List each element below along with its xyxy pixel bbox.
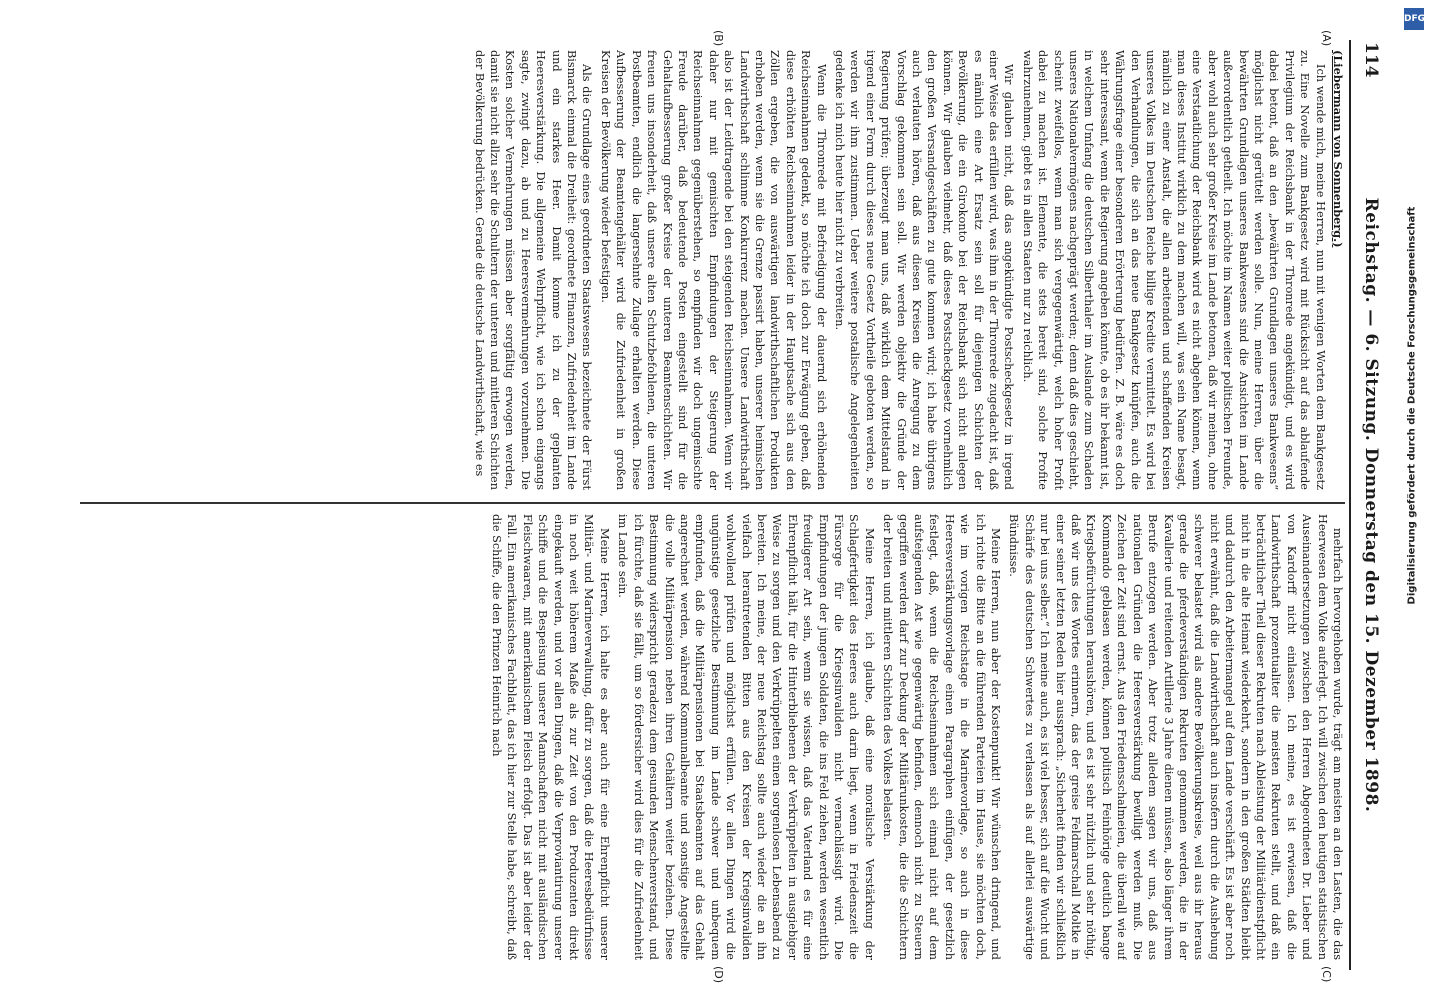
digitization-sidebar [1402, 0, 1426, 1000]
paragraph: Ich wende mich, meine Herren, nun mit wenigen Worten dem Bankgesetz zu. Eine Novelle zum Bankgesetz wird mit Rücksicht auf das ablaufende Privilegium der Reichsbank in der Thronrede angekündigt, und es wird dabei betont, daß an den „bewährten Grundlagen unseres Bankwesens“ möglichst nicht gerüttelt werden solle. Nun, meine Herren, über die bewährten Grundlagen unseres Bankwesens sind die Ansichten im Lande außerordentlich getheilt. Ich möchte im Namen weiter politischen Freunde, aber wohl auch sehr großer Kreise im Lande betonen, daß wir meinen, ohne eine Verstaatlichung der Reichsbank wird es nicht abgehen können, wenn man dieses Institut wirklich zu dem machen will, was sein Name besagt, nämlich zu einer Anstalt, die allen arbeitenden und schaffenden Kreisen unseres Volkes im Deutschen Reiche billige Kredite vermittelt. Es wird bei den Verhandlungen, die sich an das neue Bankgesetz knüpfen, auch die Währungsfrage einer besonderen Erörterung bedürfen. Z. B. wäre es doch sehr interessant, wenn die Regierung angeben könnte, ob es ihr bekannt ist, in welchem Umfang die deutschen Silberthaler im Auslande zum Schaden unseres Nationalvermögens nachgeprägt werden; denn daß dies geschieht, scheint zweifellos, wenn man sich vergegenwärtigt, welch hoher Profit dabei zu machen ist. Elemente, die stets bereit sind, solche Profite wahrzunehmen, giebt es in allen Staaten nur zu reichlich. [1020, 50, 1327, 490]
margin-marker-c: (C) [1320, 966, 1333, 983]
page-header [1349, 30, 1385, 980]
right-column [75, 514, 1345, 960]
paragraph: mehrfach hervorgehoben wurde, trägt am meisten an den Lasten, die das Heerwesen dem Volke auferlegt. Ich will zwischen den heutigen statistischen Auseinandersetzungen zwischen den Herren Abgeordneten Dr. Lieber und von Kardorff nicht einlassen. Ich meine, es ist erwiesen, daß die Landwirthschaft prozentualiter die meisten Rekruten stellt, und daß ein beträchtlicher Theil dieser Rekruten nach Ableistung der Militärdienstpflicht nicht in die alte Heimat wiederkehrt, sondern in den großen Städten bleibt und dadurch den Arbeitermangel auf dem Lande verschärft. Es ist aber noch nicht erwähnt, daß die Landwirthschaft auch insofern durch die Aushebung schwerer belastet wird als andere Bevölkerungskreise, weil aus ihr heraus gerade die pferdeverständigen Rekruten genommen werden, die in der Kavallerie und reitenden Artillerie 3 Jahre dienen müssen, also länger ihrem Berufe entzogen werden. Aber trotz alledem sagen wir uns, daß aus nationalen Gründen die Heeresverstärkung bewilligt werden muß. Die Zeichen der Zeit sind ernst. Aus den Friedensschalmeien, die überall wie auf Kommando geblasen werden, können politisch Feinhörige deutlich bange Kriegsbefürchtungen heraushören, und es ist sehr nützlich und sehr nöthig, daß wir uns des Wortes erinnern, das der greise Feldmarschall Moltke in einer seiner letzten Reden hier aussprach: „Sicherheit finden wir schließlich nur bei uns selber.“ Ich meine auch, es ist viel besser, sich auf die Wucht und Schärfe des deutschen Schwertes zu verlassen als auf allerlei auswärtige Bündnisse. [1007, 514, 1344, 960]
paragraph: Meine Herren, ich halte es aber auch für eine Ehrenpflicht unserer Militär- und Marineverwaltung, dafür zu sorgen, daß die Heeresbedürfnisse in noch weit höherem Maße als zur Zeit von den Produzenten direkt eingekauft werden, und vor allen Dingen, daß die Verproviantirung unserer Schiffe und die Bespeisung unserer Mannschaften nicht mit ausländischen Fleischwaaren, mit amerikanischem Fleisch erfolgt. Das ist aber leider der Fall. Ein amerikanisches Fachblatt, das ich hier zur Stelle habe, schreibt, daß die Schiffe, die den Prinzen Heinrich nach [490, 514, 611, 960]
margin-marker-d: (D) [712, 966, 725, 984]
header-rule [1349, 40, 1351, 970]
column-divider [80, 502, 1345, 504]
margin-marker-a: (A) [1320, 30, 1333, 47]
margin-marker-b: (B) [712, 30, 725, 47]
paragraph: Wir glauben nicht, daß das angekündigte Postscheckgesetz in irgend einer Weise das erfüllen wird, was ihm in der Thronrede zugedacht ist, daß es nämlich eine Art Ersatz sein soll für diejenigen Schichten der Bevölkerung, die ein Girokonto bei der Reichsbank sich nicht anlegen können. Wir glauben vielmehr, daß dieses Postscheckgesetz vornehmlich den großen Versandgeschäften zu gute kommen wird; ich habe übrigens auch verlauten hören, daß aus diesen Kreisen die Anregung zu dem Vorschlag gekommen sein soll. Wir werden objektiv die Gründe der Regierung prüfen; überzeugt man uns, daß wirklich dem Mittelstand in irgend einer Form durch dieses neue Gesetz Vortheile geboten werden, so werden wir ihm zustimmen. Ueber weitere postalische Angelegenheiten gedenke ich mich heute hier nicht zu verbreiten. [833, 50, 1016, 490]
page-number: 114 [1361, 42, 1381, 78]
paragraph: Meine Herren, nun aber der Kostenpunkt! Wir wünschen dringend, und ich richte die Bitte an die führenden Parteien im Hause, sie möchten doch, wie im vorigen Reichstage in die Marinevorlage, so auch in diese Heeresverstärkungsvorlage einen Paragraphen einfügen, der gesetzlich festlegt, daß, wenn die Reichseinnahmen sich einmal nicht auf dem aufsteigenden Ast wie gegenwärtig befinden, dennoch nicht zu Steuern gegriffen werden darf zur Deckung der Militärunkosten, die die Schichtern der breiten und mittleren Schichten des Volkes belasten. [881, 514, 1003, 960]
digitization-credit: Digitalisierung gefördert durch die Deutsche Forschungsgemeinschaft [1406, 206, 1418, 605]
left-column [75, 50, 1345, 490]
paragraph: Wenn die Thronrede mit Befriedigung der dauernd sich erhöhenden Reichseinnahmen gedenkt, so möchte ich doch zur Erwägung geben, daß diese erhöhten Reichseinnahmen leider in der Hauptsache sich aus den Zöllen ergeben, die von auswärtigen landwirthschaftlichen Produkten erhoben werden, wenn sie die Grenze passirt haben, unserer heimischen Landwirthschaft schlimme Konkurrenz machen. Unsere Landwirthschaft also ist der Leidtragende bei den steigenden Reichseinnahmen. Wenn wir daher nur mit gemischten Empfindungen der Steigerung der Reichseinnahmen gegenüberstehen, so empfinden wir doch ungemischte Freude darüber, daß bedeutende Posten eingestellt sind für die Gehaltaufbesserung großer Kreise der unteren Beamtenschichten. Wir freuen uns insonderheit, daß unsere alten Schutzbefohlenen, die unteren Postbeamten, endlich die langersehnte Zulage erhalten werden. Diese Aufbesserung der Beamtengehälter wird die Zufriedenheit in großen Kreisen der Bevölkerung wieder befestigen. [598, 50, 828, 490]
rotated-page [65, 30, 1385, 984]
paragraph: Als die Grundlage eines geordneten Staatswesens bezeichnete der Fürst Bismarck einmal die Dreiheit: geordnete Finanzen, Zufriedenheit im Lande und ein starkes Heer. Damit komme ich zu der geplanten Heeresverstärkung. Die allgemeine Wehrpflicht, wie ich schon eingangs sagte, zwingt dazu, ab und zu Heeresvermehrungen vorzunehmen. Die Kosten solcher Vermehrungen müssen aber sorgfältig erwogen werden, damit sie nicht allzu sehr die Schultern der unteren und mittleren Schichten der Bevölkerung bedrücken. Gerade die deutsche Landwirthschaft, wie es [472, 50, 594, 490]
speaker-name: (Liebermann von Sonnenberg.) [1331, 50, 1345, 248]
dfg-logo: DFG [1404, 8, 1424, 30]
page-title: Reichstag. — 6. Sitzung. Donnerstag den 15. Dezember 1898. [1361, 197, 1381, 813]
paragraph: Meine Herren, ich glaube, daß eine moralische Verstärkung der Schlagfertigkeit des Heeres auch darin liegt, wenn in Friedenszeit die Fürsorge für die Kriegsinvaliden nicht vernachlässigt wird. Die Empfindungen der jungen Soldaten, die ins Feld ziehen, werden wesentlich freudigerer Art sein, wenn sie wissen, daß das Vaterland es für eine Ehrenpflicht hält, für die Hinterbliebenen der Verkrüppelten in ausgiebiger Weise zu sorgen und den Verkrüppelten einen sorgenlosen Lebensabend zu bereiten. Ich meine, der neue Reichstag sollte auch wieder die an ihn vielfach herantretenden Bitten aus den Kreisen der Kriegsinvaliden wohlwollend prüfen und möglichst erfüllen. Vor allen Dingen wird die ungünstige gesetzliche Bestimmung im Lande schwer und unbequem empfunden, daß die Militärpensionen bei Staatsbeamten auf das Gehalt angerechnet werden, während Kommunalbeamte und sonstige Angestellte die volle Militärpension neben ihren Gehältern weiter beziehen. Diese Bestimmung widerspricht geradezu dem gesunden Menschenverstand, und ich fürchte, daß sie fällt, um so fördersicher wird dies für die Zufriedenheit im Lande sein. [616, 514, 876, 960]
